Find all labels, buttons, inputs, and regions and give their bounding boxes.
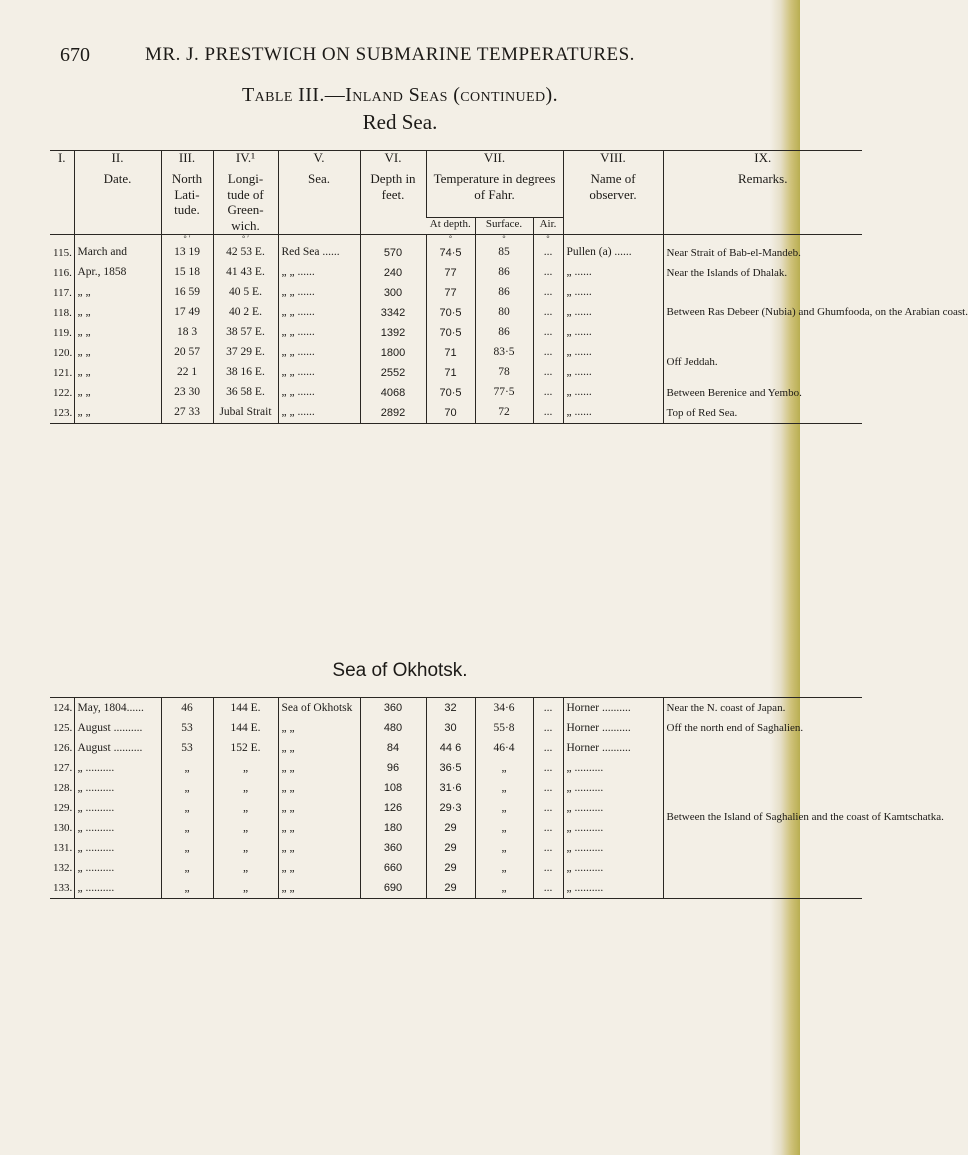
air-temp-cell: ...	[533, 818, 563, 838]
latitude-cell: 15 18	[161, 263, 213, 283]
col-sea-header: V. Sea.	[278, 151, 360, 235]
longitude-cell: 40 5 E.	[213, 283, 278, 303]
table-row	[50, 263, 862, 283]
surface-temp-cell: „	[475, 758, 533, 778]
at-depth-temp-cell: 29·3	[426, 798, 475, 818]
depth-cell: 126	[360, 798, 426, 818]
depth-cell: 360	[360, 838, 426, 858]
date-cell: Apr., 1858	[74, 263, 161, 283]
at-depth-temp-cell: 70·5	[426, 383, 475, 403]
row-number: 122.	[53, 386, 73, 399]
latitude-cell: 17 49	[161, 303, 213, 323]
longitude-cell: 41 43 E.	[213, 263, 278, 283]
at-depth-temp-cell: 70	[426, 403, 475, 424]
date-cell: „ ..........	[74, 858, 161, 878]
row-number: 124.	[53, 701, 73, 714]
date-cell: „ ..........	[74, 778, 161, 798]
observer-cell: Horner ..........	[563, 718, 663, 738]
depth-cell: 180	[360, 818, 426, 838]
row-number: 116.	[53, 266, 72, 279]
row-number: 132.	[53, 861, 73, 874]
air-temp-cell: ...	[533, 383, 563, 403]
col-lon-header: IV.¹ Longi- tude of Green- wich.	[213, 151, 278, 235]
sea-cell: „ „	[278, 778, 360, 798]
air-temp-cell: ...	[533, 243, 563, 263]
col-i-header: I.	[57, 150, 66, 165]
depth-cell: 1800	[360, 343, 426, 363]
remarks-cell: Near the Islands of Dhalak.	[663, 263, 862, 283]
latitude-cell: 46	[161, 698, 213, 719]
observer-cell: „ ..........	[563, 778, 663, 798]
observer-cell: „ ......	[563, 363, 663, 383]
observer-cell: Horner ..........	[563, 698, 663, 719]
row-number: 129.	[53, 801, 73, 814]
row-number: 117.	[53, 286, 72, 299]
observer-cell: „ ......	[563, 403, 663, 424]
sea-cell: „ „	[278, 818, 360, 838]
longitude-cell: „	[213, 878, 278, 899]
at-depth-temp-cell: 77	[426, 263, 475, 283]
surface-temp-cell: 77·5	[475, 383, 533, 403]
air-temp-cell: ...	[533, 878, 563, 899]
air-temp-cell: ...	[533, 838, 563, 858]
date-cell: „ „	[74, 383, 161, 403]
col-at-depth-header: At depth.	[426, 217, 475, 234]
observer-cell: „ ......	[563, 343, 663, 363]
observer-cell: „ ..........	[563, 838, 663, 858]
depth-cell: 480	[360, 718, 426, 738]
remarks-group-cell: Between Ras Debeer (Nubia) and Ghumfooda, on the Arabian coast.	[663, 283, 862, 343]
observer-cell: „ ..........	[563, 858, 663, 878]
row-number: 120.	[53, 346, 73, 359]
surface-temp-cell: „	[475, 818, 533, 838]
depth-cell: 108	[360, 778, 426, 798]
sea-cell: „ „	[278, 738, 360, 758]
table-row	[50, 698, 862, 719]
page-number: 670	[60, 44, 90, 66]
sea-cell: „ „ ......	[278, 263, 360, 283]
date-cell: March and	[74, 243, 161, 263]
air-temp-cell: ...	[533, 323, 563, 343]
col-temp-header: VII. Temperature in degrees of Fahr.	[426, 151, 563, 218]
date-cell: „ „	[74, 323, 161, 343]
okhotsk-table	[50, 697, 944, 899]
observer-cell: „ ......	[563, 323, 663, 343]
at-depth-temp-cell: 29	[426, 858, 475, 878]
air-temp-cell: ...	[533, 698, 563, 719]
observer-cell: „ ..........	[563, 798, 663, 818]
latitude-cell: 53	[161, 718, 213, 738]
longitude-cell: 152 E.	[213, 738, 278, 758]
date-cell: August ..........	[74, 718, 161, 738]
air-temp-cell: ...	[533, 858, 563, 878]
red-sea-rows	[50, 243, 968, 424]
depth-cell: 240	[360, 263, 426, 283]
table-row	[50, 283, 862, 303]
depth-cell: 84	[360, 738, 426, 758]
degree-row	[50, 234, 862, 243]
at-depth-degree-mark: °	[448, 233, 453, 243]
row-number: 118.	[53, 306, 72, 319]
sea-cell: „ „	[278, 838, 360, 858]
remarks-cell: Top of Red Sea.	[663, 403, 862, 424]
table-row	[50, 718, 862, 738]
depth-cell: 3342	[360, 303, 426, 323]
at-depth-temp-cell: 29	[426, 878, 475, 899]
longitude-cell: 40 2 E.	[213, 303, 278, 323]
longitude-cell: „	[213, 818, 278, 838]
col-date-header: II. Date.	[74, 151, 161, 235]
air-temp-cell: ...	[533, 778, 563, 798]
air-temp-cell: ...	[533, 798, 563, 818]
observer-cell: „ ......	[563, 383, 663, 403]
depth-cell: 1392	[360, 323, 426, 343]
at-depth-temp-cell: 44 6	[426, 738, 475, 758]
depth-cell: 2892	[360, 403, 426, 424]
table-row	[50, 343, 862, 363]
okhotsk-rows	[50, 698, 944, 899]
row-number: 127.	[53, 761, 73, 774]
remarks-cell: Between Berenice and Yembo.	[663, 383, 862, 403]
surface-temp-cell: „	[475, 778, 533, 798]
sea-cell: „ „	[278, 718, 360, 738]
table-title: Table III.—Inland Seas (continued).	[242, 84, 558, 106]
at-depth-temp-cell: 29	[426, 838, 475, 858]
latitude-cell: „	[161, 818, 213, 838]
sea-cell: „ „ ......	[278, 383, 360, 403]
latitude-cell: „	[161, 798, 213, 818]
depth-cell: 570	[360, 243, 426, 263]
remarks-cell: Near the N. coast of Japan.	[663, 698, 862, 719]
longitude-cell: „	[213, 798, 278, 818]
air-temp-cell: ...	[533, 758, 563, 778]
row-number: 128.	[53, 781, 73, 794]
surface-temp-cell: 86	[475, 263, 533, 283]
surface-temp-cell: 85	[475, 243, 533, 263]
col-observer-header: VIII. Name of observer.	[563, 151, 663, 235]
latitude-cell: 20 57	[161, 343, 213, 363]
air-temp-cell: ...	[533, 363, 563, 383]
latitude-cell: 16 59	[161, 283, 213, 303]
header-row	[50, 151, 862, 218]
air-temp-cell: ...	[533, 738, 563, 758]
at-depth-temp-cell: 70·5	[426, 303, 475, 323]
surface-temp-cell: 46·4	[475, 738, 533, 758]
date-cell: August ..........	[74, 738, 161, 758]
latitude-cell: „	[161, 858, 213, 878]
sea-cell: „ „ ......	[278, 283, 360, 303]
date-cell: „ „	[74, 303, 161, 323]
at-depth-temp-cell: 70·5	[426, 323, 475, 343]
date-cell: „ ..........	[74, 838, 161, 858]
surface-temp-cell: „	[475, 858, 533, 878]
lat-degree-mark: ° ′	[183, 233, 191, 243]
remarks-group-cell: Off Jeddah.	[663, 343, 862, 383]
at-depth-temp-cell: 30	[426, 718, 475, 738]
longitude-cell: 36 58 E.	[213, 383, 278, 403]
surface-degree-mark: °	[502, 233, 506, 243]
depth-cell: 4068	[360, 383, 426, 403]
date-cell: „ „	[74, 403, 161, 424]
date-cell: „ „	[74, 283, 161, 303]
observer-cell: „ ......	[563, 263, 663, 283]
date-cell: May, 1804......	[74, 698, 161, 719]
at-depth-temp-cell: 77	[426, 283, 475, 303]
air-temp-cell: ...	[533, 303, 563, 323]
sea-cell: „ „ ......	[278, 403, 360, 424]
observer-cell: „ ..........	[563, 818, 663, 838]
longitude-cell: Jubal Strait	[213, 403, 278, 424]
surface-temp-cell: 80	[475, 303, 533, 323]
table-row	[50, 738, 862, 758]
date-cell: „ ..........	[74, 818, 161, 838]
lon-degree-mark: ° ′	[242, 233, 249, 243]
depth-cell: 300	[360, 283, 426, 303]
row-number: 131.	[53, 841, 73, 854]
longitude-cell: „	[213, 758, 278, 778]
surface-temp-cell: 34·6	[475, 698, 533, 719]
row-number: 130.	[53, 821, 73, 834]
sea-cell: Sea of Okhotsk	[278, 698, 360, 719]
longitude-cell: 38 16 E.	[213, 363, 278, 383]
page-header	[30, 44, 750, 68]
surface-temp-cell: „	[475, 838, 533, 858]
observer-cell: „ ..........	[563, 758, 663, 778]
date-cell: „ ..........	[74, 758, 161, 778]
longitude-cell: 42 53 E.	[213, 243, 278, 263]
sea-cell: „ „ ......	[278, 303, 360, 323]
latitude-cell: 23 30	[161, 383, 213, 403]
row-number: 123.	[53, 406, 73, 419]
at-depth-temp-cell: 32	[426, 698, 475, 719]
sea-cell: „ „ ......	[278, 363, 360, 383]
at-depth-temp-cell: 71	[426, 363, 475, 383]
sea-cell: „ „	[278, 758, 360, 778]
air-temp-cell: ...	[533, 403, 563, 424]
date-cell: „ „	[74, 363, 161, 383]
col-lat-header: III. North Lati- tude.	[161, 151, 213, 235]
longitude-cell: „	[213, 778, 278, 798]
col-surface-header: Surface.	[475, 217, 533, 234]
col-depth-header: VI. Depth in feet.	[360, 151, 426, 235]
date-cell: „ „	[74, 343, 161, 363]
longitude-cell: 37 29 E.	[213, 343, 278, 363]
depth-cell: 360	[360, 698, 426, 719]
air-temp-cell: ...	[533, 283, 563, 303]
surface-temp-cell: 86	[475, 283, 533, 303]
at-depth-temp-cell: 36·5	[426, 758, 475, 778]
sea-cell: „ „ ......	[278, 343, 360, 363]
sea-cell: „ „	[278, 878, 360, 899]
longitude-cell: „	[213, 838, 278, 858]
air-temp-cell: ...	[533, 263, 563, 283]
latitude-cell: „	[161, 878, 213, 899]
table-row	[50, 243, 862, 263]
at-depth-temp-cell: 31·6	[426, 778, 475, 798]
okhotsk-title: Sea of Okhotsk.	[332, 660, 468, 681]
latitude-cell: 27 33	[161, 403, 213, 424]
observer-cell: „ ..........	[563, 878, 663, 899]
air-degree-mark: °	[546, 233, 550, 243]
row-number: 119.	[53, 326, 72, 339]
at-depth-temp-cell: 29	[426, 818, 475, 838]
row-number: 121.	[53, 366, 73, 379]
observer-cell: „ ......	[563, 283, 663, 303]
surface-temp-cell: 72	[475, 403, 533, 424]
depth-cell: 660	[360, 858, 426, 878]
depth-cell: 2552	[360, 363, 426, 383]
observer-cell: Horner ..........	[563, 738, 663, 758]
observer-cell: Pullen (a) ......	[563, 243, 663, 263]
surface-temp-cell: 86	[475, 323, 533, 343]
latitude-cell: 22 1	[161, 363, 213, 383]
red-sea-table	[50, 150, 968, 424]
longitude-cell: 144 E.	[213, 718, 278, 738]
surface-temp-cell: „	[475, 798, 533, 818]
row-number: 126.	[53, 741, 73, 754]
air-temp-cell: ...	[533, 343, 563, 363]
latitude-cell: 18 3	[161, 323, 213, 343]
latitude-cell: „	[161, 838, 213, 858]
row-number: 115.	[53, 246, 72, 259]
running-head: MR. J. PRESTWICH ON SUBMARINE TEMPERATURES.	[145, 44, 635, 65]
remarks-cell: Near Strait of Bab-el-Mandeb.	[663, 243, 862, 263]
surface-temp-cell: 55·8	[475, 718, 533, 738]
longitude-cell: 144 E.	[213, 698, 278, 719]
row-number: 125.	[53, 721, 73, 734]
date-cell: „ ..........	[74, 878, 161, 899]
red-sea-title: Red Sea.	[362, 110, 438, 134]
remarks-cell: Off the north end of Saghalien.	[663, 718, 862, 738]
remarks-group-cell: Between the Island of Saghalien and the coast of Kamtschatka.	[663, 738, 862, 899]
latitude-cell: 13 19	[161, 243, 213, 263]
longitude-cell: „	[213, 858, 278, 878]
date-cell: „ ..........	[74, 798, 161, 818]
sea-cell: Red Sea ......	[278, 243, 360, 263]
latitude-cell: „	[161, 778, 213, 798]
longitude-cell: 38 57 E.	[213, 323, 278, 343]
col-air-header: Air.	[533, 217, 563, 234]
row-number: 133.	[53, 881, 73, 894]
sea-cell: „ „	[278, 858, 360, 878]
depth-cell: 690	[360, 878, 426, 899]
sea-cell: „ „ ......	[278, 323, 360, 343]
table-row	[50, 403, 862, 424]
depth-cell: 96	[360, 758, 426, 778]
latitude-cell: „	[161, 758, 213, 778]
surface-temp-cell: 83·5	[475, 343, 533, 363]
at-depth-temp-cell: 71	[426, 343, 475, 363]
at-depth-temp-cell: 74·5	[426, 243, 475, 263]
col-remarks-header: IX. Remarks.	[663, 151, 862, 235]
observer-cell: „ ......	[563, 303, 663, 323]
sea-cell: „ „	[278, 798, 360, 818]
surface-temp-cell: „	[475, 878, 533, 899]
surface-temp-cell: 78	[475, 363, 533, 383]
air-temp-cell: ...	[533, 718, 563, 738]
latitude-cell: 53	[161, 738, 213, 758]
table-row	[50, 383, 862, 403]
